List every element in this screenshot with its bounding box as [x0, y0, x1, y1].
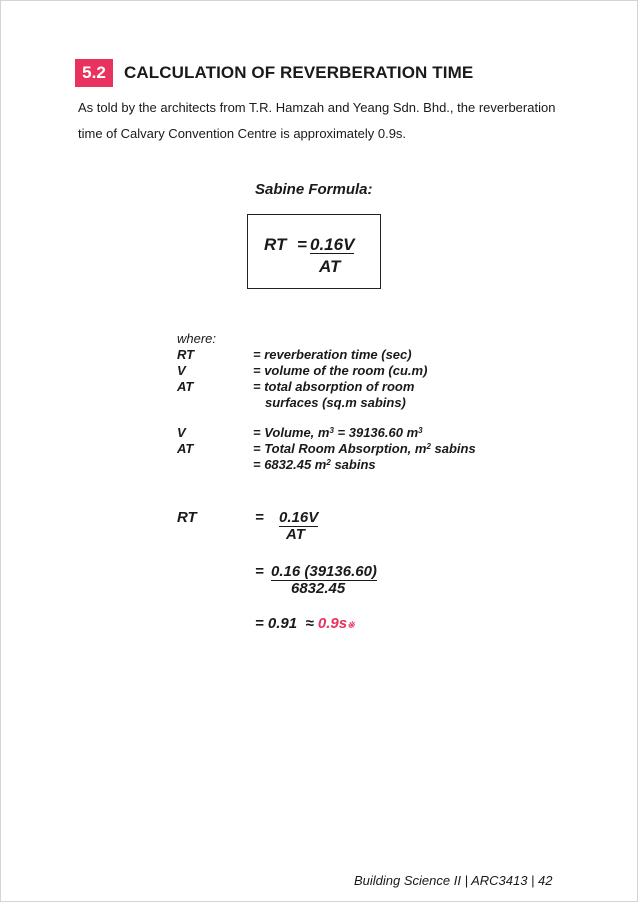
intro-line-2: time of Calvary Convention Centre is approximately 0.9s.	[78, 126, 407, 141]
def-description: = total absorption of room	[253, 379, 415, 394]
section-title: CALCULATION OF REVERBERATION TIME	[124, 63, 474, 82]
calc-numerator-2: 0.16 (39136.60)	[271, 563, 377, 580]
calc-equals-1: =	[255, 509, 264, 526]
def-symbol: AT	[177, 379, 194, 394]
formula-lhs: RT	[264, 235, 287, 254]
def-description-continued: surfaces (sq.m sabins)	[265, 395, 406, 410]
formula-numerator: 0.16V	[310, 235, 355, 254]
sabine-formula-heading: Sabine Formula:	[255, 181, 373, 198]
calc-denominator-2: 6832.45	[291, 580, 346, 597]
def-description: = volume of the room (cu.m)	[253, 363, 428, 378]
calc-result: = 0.91 ≈ 0.9s※	[255, 615, 355, 632]
value-volume: = Volume, $m^3 = 39136.60$ $m^3$	[253, 425, 423, 440]
def-symbol: RT	[177, 347, 195, 362]
formula-denominator: AT	[319, 257, 341, 276]
def-symbol: V	[177, 363, 186, 378]
result-highlight: 0.9s	[317, 615, 348, 632]
value-absorption: = Total Room Absorption, $m^2$ sabins	[253, 441, 476, 456]
section-number-badge: 5.2	[75, 59, 113, 87]
value-absorption-total: = 6832.45 $m^2$ sabins	[253, 457, 376, 472]
calc-lhs: RT	[177, 509, 197, 526]
where-label: where:	[177, 331, 217, 346]
result-mark: ※	[347, 620, 355, 630]
value-symbol-at: AT	[177, 441, 194, 456]
page-footer: Building Science II | ARC3413 | 42	[354, 873, 553, 888]
calc-numerator-1: 0.16V	[279, 509, 319, 526]
def-description: = reverberation time (sec)	[253, 347, 412, 362]
intro-line-1: As told by the architects from T.R. Hamzah and Yeang Sdn. Bhd., the reverberation	[78, 100, 556, 115]
formula-equals: =	[297, 235, 307, 254]
calc-denominator-1: AT	[286, 526, 305, 543]
value-symbol-v: V	[177, 425, 186, 440]
calc-equals-2: =	[255, 563, 264, 580]
